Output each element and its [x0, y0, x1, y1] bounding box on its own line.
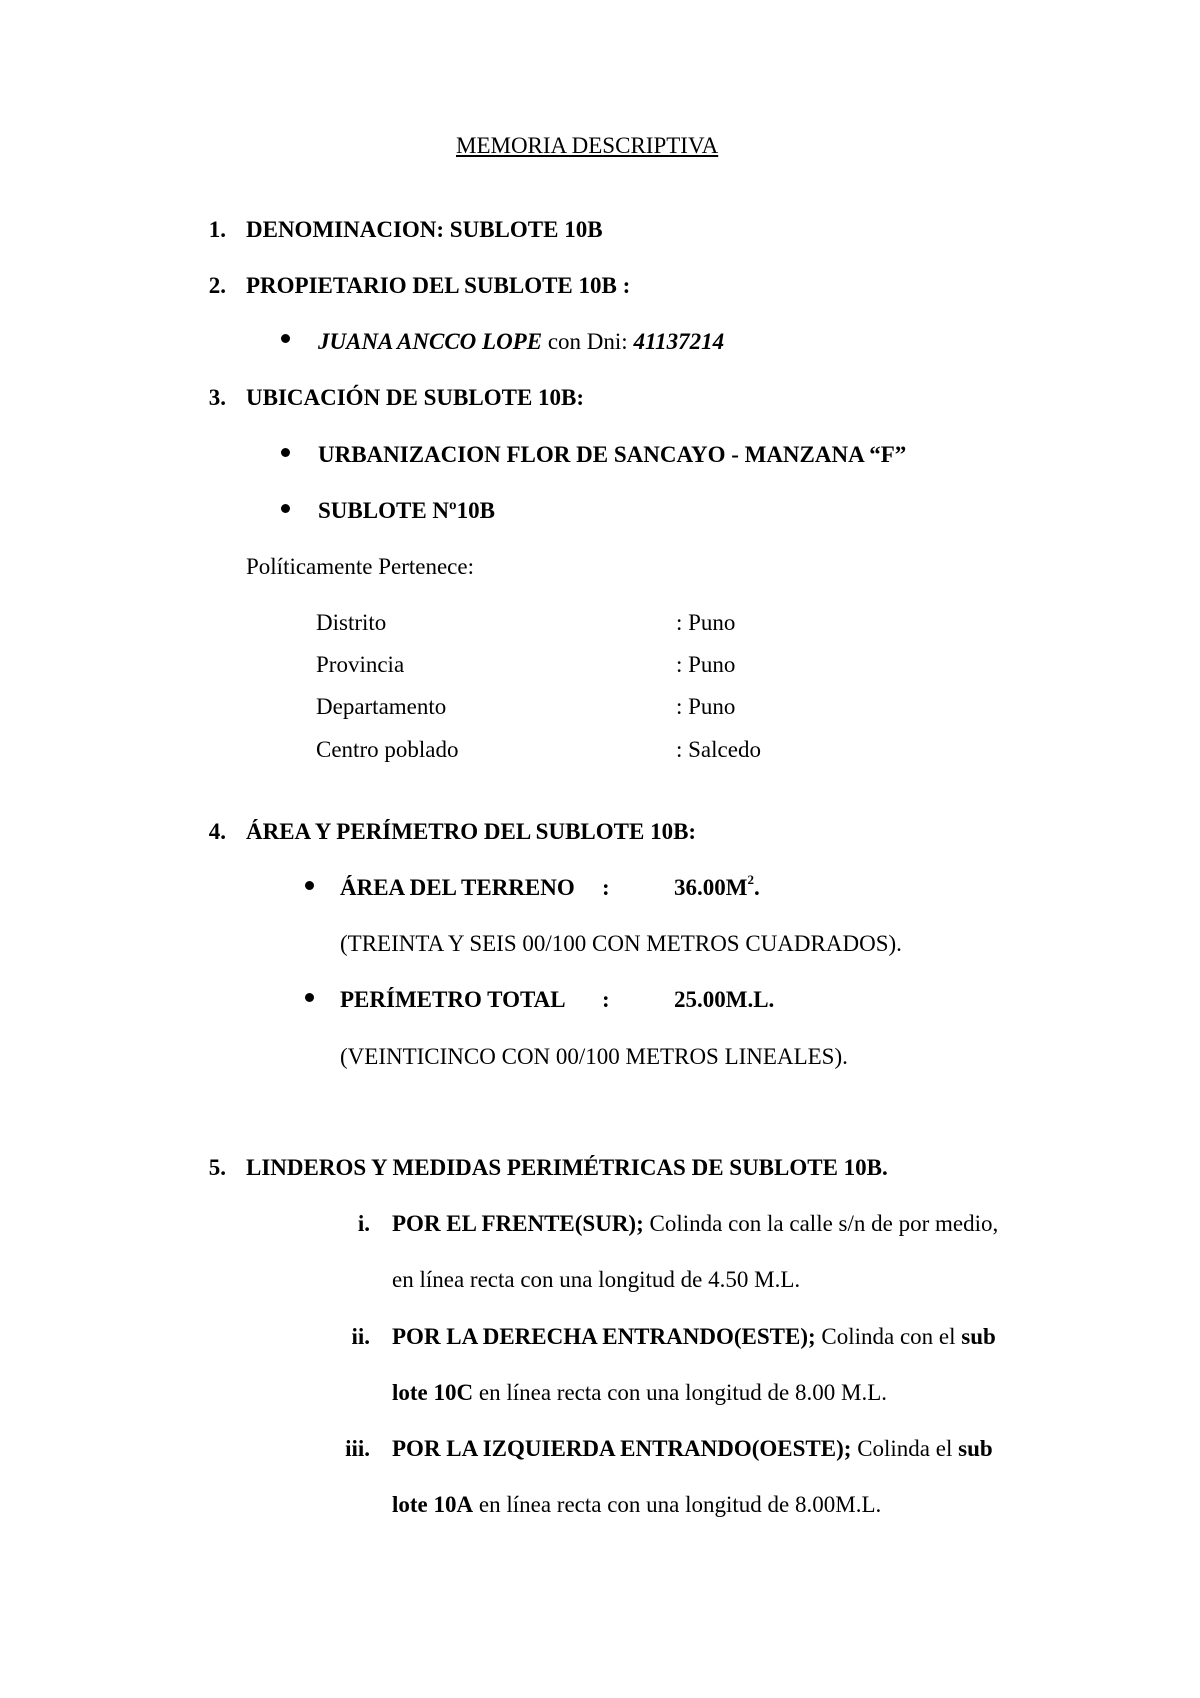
item-ii-heading: POR LA DERECHA ENTRANDO(ESTE);	[392, 1324, 816, 1349]
row-label-provincia: Provincia	[316, 652, 405, 677]
row-label-centro-poblado: Centro poblado	[316, 737, 459, 762]
section-5-heading: LINDEROS Y MEDIDAS PERIMÉTRICAS DE SUBLOTE 10B.	[246, 1155, 888, 1180]
perimeter-value: 25.00M.L.	[674, 987, 775, 1012]
item-iii-text: Colinda el	[851, 1436, 959, 1461]
item-ii-lote: lote 10C	[392, 1380, 474, 1405]
bullet-icon	[305, 881, 314, 890]
perimeter-colon: :	[602, 987, 610, 1012]
area-in-words: (TREINTA Y SEIS 00/100 CON METROS CUADRADOS).	[340, 931, 902, 956]
section-3-heading: UBICACIÓN DE SUBLOTE 10B:	[246, 385, 585, 410]
item-i-line-2: en línea recta con una longitud de 4.50 M.L.	[392, 1267, 801, 1292]
item-iii-line-1	[392, 1437, 993, 1460]
page-title: MEMORIA DESCRIPTIVA	[456, 133, 719, 158]
area-label: ÁREA DEL TERRENO	[340, 875, 575, 900]
item-numeral-ii: ii.	[351, 1324, 370, 1349]
row-label-departamento: Departamento	[316, 694, 447, 719]
item-ii-line-2	[392, 1381, 887, 1404]
item-iii-lote: lote 10A	[392, 1492, 474, 1517]
bullet-icon	[281, 334, 290, 343]
location-urbanizacion: URBANIZACION FLOR DE SANCAYO - MANZANA “F”	[318, 442, 907, 467]
item-ii-sub: sub	[961, 1324, 996, 1349]
location-sublote: SUBLOTE Nº10B	[318, 498, 495, 523]
row-value-centro-poblado: : Salcedo	[676, 737, 761, 762]
section-number-3: 3.	[208, 385, 226, 410]
area-colon: :	[602, 875, 610, 900]
item-ii-line-1	[392, 1325, 996, 1348]
owner-dni: 41137214	[633, 329, 725, 354]
area-value-number: 36.00M	[674, 875, 748, 900]
area-value	[674, 872, 760, 900]
item-ii-measure: en línea recta con una longitud de 8.00 M.L.	[473, 1380, 888, 1405]
perimeter-label: PERÍMETRO TOTAL	[340, 987, 566, 1012]
item-iii-line-2	[392, 1493, 881, 1516]
politica-label: Políticamente Pertenece:	[246, 554, 474, 579]
item-numeral-i: i.	[357, 1211, 370, 1236]
section-1-heading: DENOMINACION: SUBLOTE 10B	[246, 217, 603, 242]
section-number-5: 5.	[208, 1155, 226, 1180]
item-iii-measure: en línea recta con una longitud de 8.00M.L.	[473, 1492, 882, 1517]
bullet-icon	[281, 504, 290, 513]
row-value-provincia: : Puno	[676, 652, 736, 677]
owner-name: JUANA ANCCO LOPE	[318, 329, 543, 354]
section-number-1: 1.	[208, 217, 226, 242]
section-2-heading: PROPIETARIO DEL SUBLOTE 10B :	[246, 273, 631, 298]
item-i-line-1	[392, 1212, 998, 1235]
section-number-4: 4.	[208, 819, 226, 844]
row-value-distrito: : Puno	[676, 610, 736, 635]
item-numeral-iii: iii.	[345, 1436, 370, 1461]
item-i-heading: POR EL FRENTE(SUR);	[392, 1211, 644, 1236]
bullet-icon	[281, 448, 290, 457]
row-label-distrito: Distrito	[316, 610, 387, 635]
owner-line	[318, 330, 724, 353]
item-i-text: Colinda con la calle s/n de por medio,	[643, 1211, 999, 1236]
section-4-heading: ÁREA Y PERÍMETRO DEL SUBLOTE 10B:	[246, 819, 697, 844]
item-iii-heading: POR LA IZQUIERDA ENTRANDO(OESTE);	[392, 1436, 852, 1461]
area-value-dot: .	[753, 875, 760, 900]
bullet-icon	[305, 993, 314, 1002]
owner-dni-label: con Dni:	[542, 329, 634, 354]
section-number-2: 2.	[208, 273, 226, 298]
item-ii-text: Colinda con el	[815, 1324, 962, 1349]
area-value-exponent: 2	[747, 872, 754, 887]
row-value-departamento: : Puno	[676, 694, 736, 719]
item-iii-sub: sub	[958, 1436, 993, 1461]
perimeter-in-words: (VEINTICINCO CON 00/100 METROS LINEALES).	[340, 1044, 848, 1069]
